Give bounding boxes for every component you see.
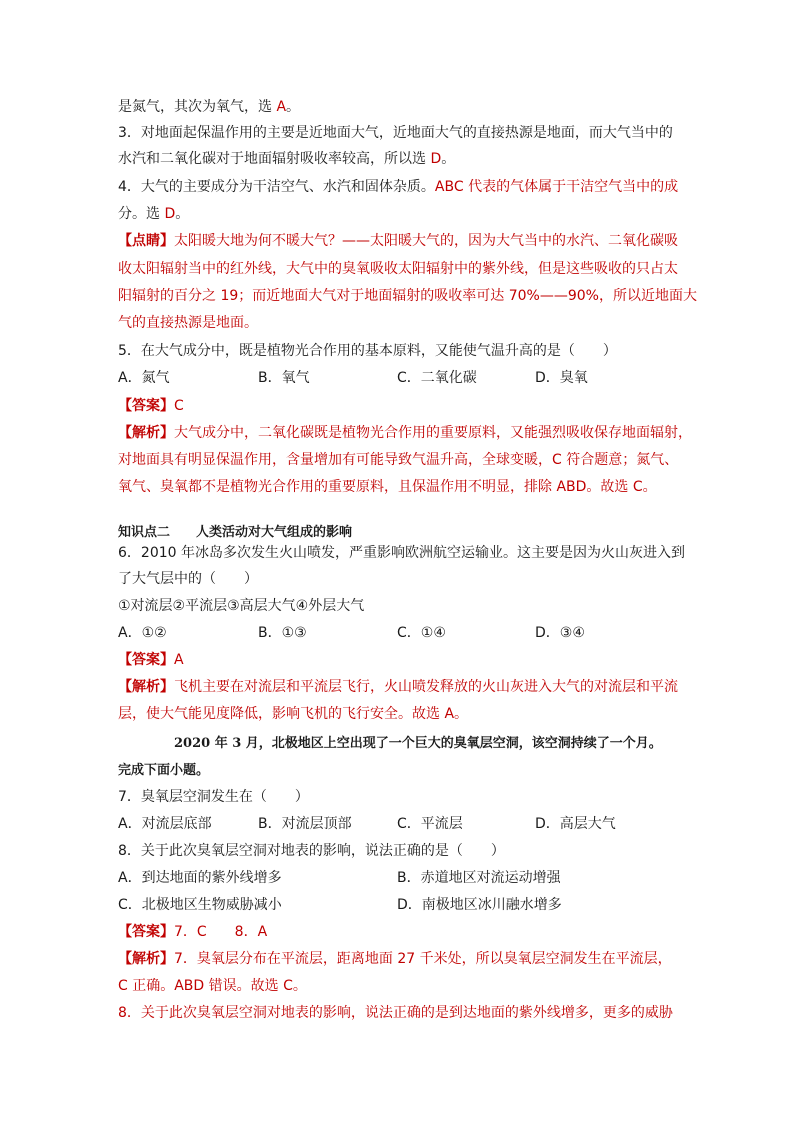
q5-option-c: C．二氧化碳 — [397, 370, 477, 386]
q7-option-b: B．对流层顶部 — [258, 816, 352, 832]
q6-option-d: D．③④ — [535, 625, 585, 641]
question-5: 5．在大气成分中，既是植物光合作用的基本原料，又能使气温升高的是（ ） — [118, 343, 617, 359]
q5-explanation-2: 对地面具有明显保温作用，含量增加有可能导致气温升高，全球变暖，C 符合题意；氮气、 — [118, 452, 679, 468]
section-heading: 知识点二 人类活动对大气组成的影响 — [118, 525, 353, 540]
q5-option-a: A．氮气 — [118, 370, 170, 386]
question-7: 7．臭氧层空洞发生在（ ） — [118, 789, 309, 805]
tip-line-2: 收太阳辐射当中的红外线，大气中的臭氧吸收太阳辐射中的紫外线，但是这些吸收的只占太 — [118, 261, 678, 277]
tip-line-4: 气的直接热源是地面。 — [118, 315, 258, 331]
q6-explanation-1: 【解析】飞机主要在对流层和平流层飞行，火山喷发释放的火山灰进入大气的对流层和平流 — [118, 679, 678, 695]
q6-option-a: A．①② — [118, 625, 167, 641]
tip-line-3: 阳辐射的百分之 19；而近地面大气对于地面辐射的吸收率可达 70%——90%，所以近地面大 — [118, 288, 697, 304]
question-3-line-1: 3．对地面起保温作用的主要是近地面大气，近地面大气的直接热源是地面，而大气当中的 — [118, 125, 673, 141]
q7-explanation-1: 【解析】7．臭氧层分布在平流层，距离地面 27 千米处，所以臭氧层空洞发生在平流层， — [118, 951, 672, 967]
q8-option-a: A．到达地面的紫外线增多 — [118, 870, 282, 886]
reading-stem-line-1: 2020 年 3 月，北极地区上空出现了一个巨大的臭氧层空洞，该空洞持续了一个月。 — [174, 736, 662, 751]
q6-option-b: B．①③ — [258, 625, 307, 641]
question-3-line-2: 水汽和二氧化碳对于地面辐射吸收率较高，所以选 D。 — [118, 151, 456, 167]
text-line: 是氮气，其次为氧气，选 A。 — [118, 99, 301, 115]
q6-explanation-2: 层，使大气能见度降低，影响飞机的飞行安全。故选 A。 — [118, 706, 469, 722]
question-6-line-3: ①对流层②平流层③高层大气④外层大气 — [118, 598, 365, 614]
q7-option-d: D．高层大气 — [535, 816, 616, 832]
q5-answer: 【答案】C — [118, 398, 184, 414]
q5-explanation-1: 【解析】大气成分中，二氧化碳既是植物光合作用的重要原料，又能强烈吸收保存地面辐射， — [118, 425, 692, 441]
question-8: 8．关于此次臭氧层空洞对地表的影响，说法正确的是（ ） — [118, 843, 505, 859]
question-4-line-1: 4．大气的主要成分为干洁空气、水汽和固体杂质。ABC 代表的气体属于干洁空气当中的成 — [118, 179, 679, 195]
q7-explanation-2: C 正确。ABD 错误。故选 C。 — [118, 978, 307, 994]
q8-explanation-1: 8．关于此次臭氧层空洞对地表的影响，说法正确的是到达地面的紫外线增多，更多的威胁 — [118, 1005, 673, 1021]
q6-option-c: C．①④ — [397, 625, 446, 641]
q78-answer: 【答案】7．C 8．A — [118, 924, 268, 940]
question-6-line-1: 6．2010 年冰岛多次发生火山喷发，严重影响欧洲航空运输业。这主要是因为火山灰进入到 — [118, 545, 685, 561]
question-6-line-2: 了大气层中的（ ） — [118, 571, 258, 587]
question-4-line-2: 分。选 D。 — [118, 206, 190, 222]
q5-explanation-3: 氧气、臭氧都不是植物光合作用的重要原料，且保温作用不明显，排除 ABD。故选 C。 — [118, 479, 657, 495]
q8-option-b: B．赤道地区对流运动增强 — [397, 870, 561, 886]
tip-tag: 【点睛】 — [118, 233, 174, 249]
q7-option-a: A．对流层底部 — [118, 816, 212, 832]
q6-answer: 【答案】A — [118, 652, 184, 668]
reading-stem-line-2: 完成下面小题。 — [118, 763, 210, 778]
q5-option-b: B．氧气 — [258, 370, 310, 386]
q8-option-d: D．南极地区冰川融水增多 — [397, 897, 562, 913]
q5-option-d: D．臭氧 — [535, 370, 588, 386]
q8-option-c: C．北极地区生物威胁减小 — [118, 897, 282, 913]
tip-line-1: 【点睛】太阳暖大地为何不暖大气？——太阳暖大气的，因为大气当中的水汽、二氧化碳吸 — [118, 233, 678, 249]
q7-option-c: C．平流层 — [397, 816, 463, 832]
